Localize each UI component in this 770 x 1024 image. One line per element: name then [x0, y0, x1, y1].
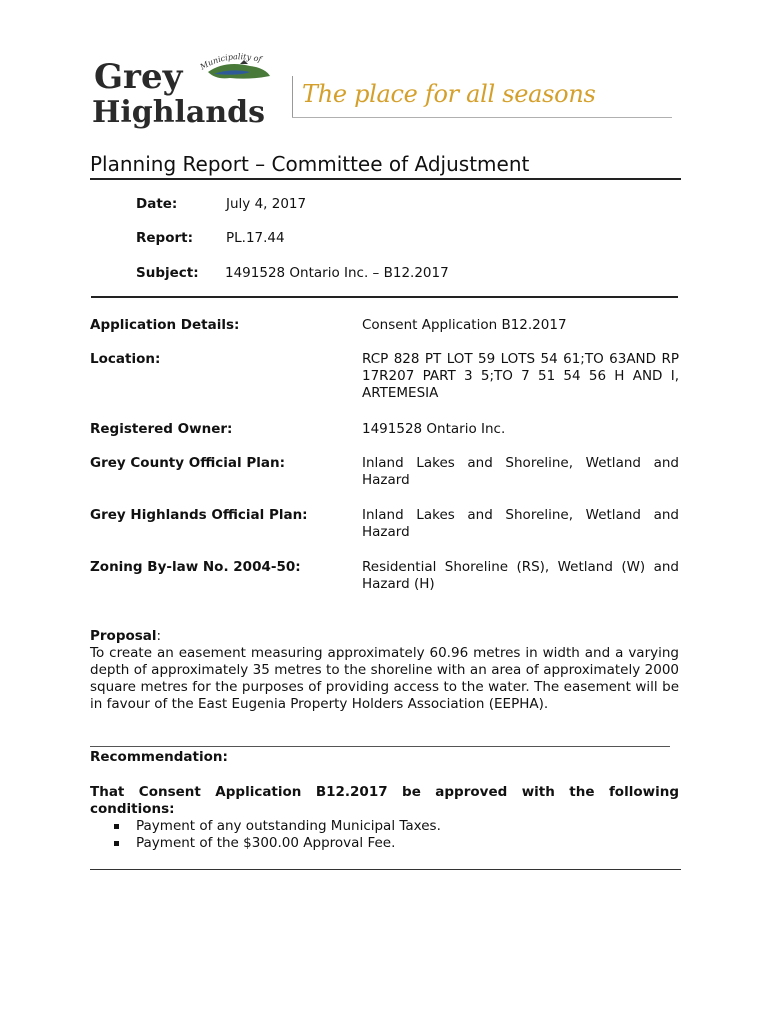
- tagline-divider: [292, 76, 293, 118]
- proposal-heading: Proposal: [90, 628, 157, 644]
- recommendation-section: [90, 749, 679, 852]
- detail-value-application: Consent Application B12.2017: [362, 317, 567, 333]
- condition-text: Payment of any outstanding Municipal Taxes.: [136, 818, 441, 834]
- meta-date-label: Date:: [136, 196, 178, 212]
- detail-label-county-plan: Grey County Official Plan:: [90, 455, 285, 471]
- conditions-list: [90, 818, 679, 852]
- detail-label-application: Application Details:: [90, 317, 240, 333]
- tagline: The place for all seasons: [302, 80, 596, 108]
- list-item: [90, 835, 679, 852]
- detail-value-zoning: Residential Shoreline (RS), Wetland (W) and Hazard (H): [362, 559, 679, 592]
- meta-divider: [91, 296, 678, 298]
- proposal-colon: :: [156, 628, 162, 644]
- tagline-underline: [292, 117, 672, 118]
- logo-word-highlands: Highlands: [92, 95, 266, 130]
- meta-subject-value: 1491528 Ontario Inc. – B12.2017: [225, 265, 449, 281]
- detail-value-county-plan: Inland Lakes and Shoreline, Wetland and Hazard: [362, 455, 679, 488]
- detail-label-owner: Registered Owner:: [90, 421, 233, 437]
- landscape-emblem-icon: [90, 50, 290, 130]
- condition-text: Payment of the $300.00 Approval Fee.: [136, 835, 396, 851]
- meta-report-value: PL.17.44: [226, 230, 285, 246]
- proposal-divider: [90, 746, 670, 747]
- meta-subject-label: Subject:: [136, 265, 199, 281]
- recommendation-text: That Consent Application B12.2017 be approved with the following conditions:: [90, 784, 679, 817]
- recommendation-heading: Recommendation:: [90, 749, 228, 765]
- list-item: [90, 818, 679, 835]
- square-bullet-icon: [114, 824, 119, 829]
- logo-word-grey: Grey: [94, 57, 183, 97]
- detail-label-location: Location:: [90, 351, 161, 367]
- meta-date-value: July 4, 2017: [226, 196, 307, 212]
- detail-label-highlands-plan: Grey Highlands Official Plan:: [90, 507, 308, 523]
- detail-value-highlands-plan: Inland Lakes and Shoreline, Wetland and Hazard: [362, 507, 679, 540]
- detail-label-zoning: Zoning By-law No. 2004-50:: [90, 559, 301, 575]
- detail-value-owner: 1491528 Ontario Inc.: [362, 421, 506, 437]
- logo-arc-text: Municipality of: [198, 52, 263, 72]
- square-bullet-icon: [114, 841, 119, 846]
- detail-value-location: RCP 828 PT LOT 59 LOTS 54 61;TO 63AND RP 17R207 PART 3 5;TO 7 51 54 56 H AND I, ARTEMESIA: [362, 351, 679, 401]
- meta-report-label: Report:: [136, 230, 193, 246]
- municipality-logo: [90, 50, 290, 130]
- title-divider: [90, 178, 681, 180]
- report-title: Planning Report – Committee of Adjustment: [90, 152, 530, 176]
- proposal-section: [90, 628, 679, 713]
- footer-divider: [90, 869, 681, 870]
- proposal-text: To create an easement measuring approximately 60.96 metres in width and a varying depth of approximately 35 metres to the shoreline with an area of approximately 2000 square metres for the purposes of providing access to the water. The easement will be in favour of the East Eugenia Property Holders Association (EEPHA).: [90, 645, 679, 712]
